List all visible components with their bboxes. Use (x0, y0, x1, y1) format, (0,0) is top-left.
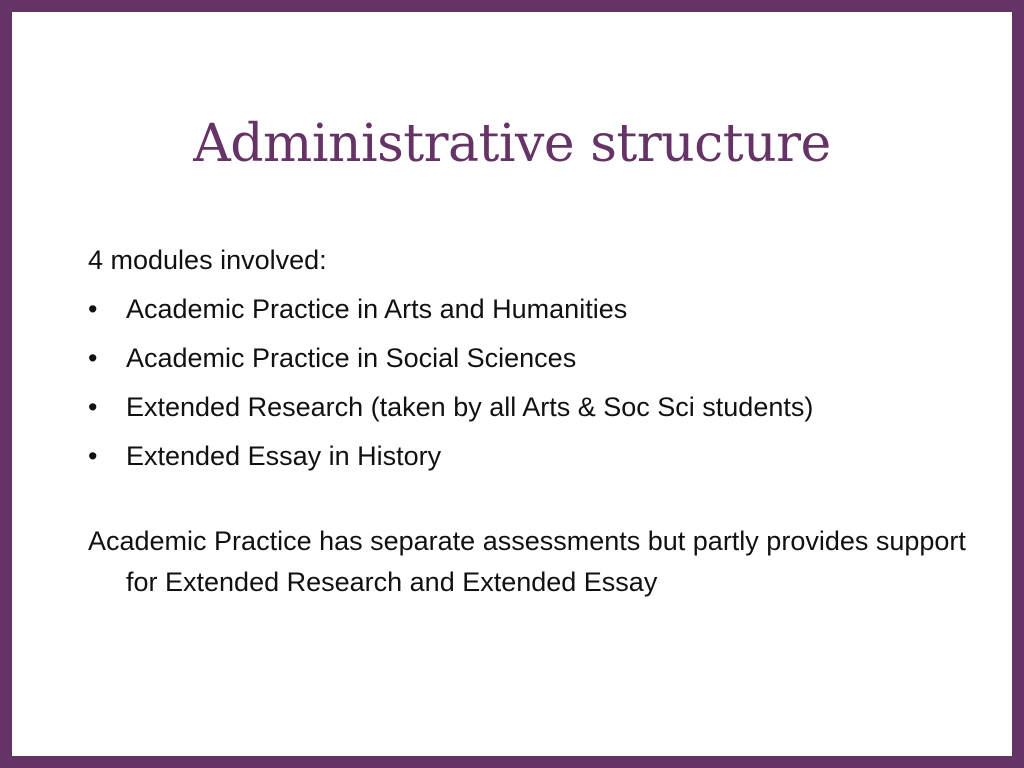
list-item (88, 285, 968, 334)
slide-content (88, 236, 968, 603)
slide-title: Administrative structure (193, 114, 831, 174)
list-item (88, 432, 968, 481)
bullet-icon: • (88, 343, 98, 373)
module-list (88, 285, 968, 481)
module-name: Academic Practice in Arts and Humanities (126, 294, 628, 324)
bullet-icon: • (88, 294, 98, 324)
assessment-note: Academic Practice has separate assessments but partly provides support for Extended Research and Extended Essay (88, 526, 966, 597)
bullet-icon: • (88, 441, 98, 471)
list-item (88, 383, 968, 432)
module-name: Extended Essay in History (126, 441, 442, 471)
module-name: Extended Research (taken by all Arts & Soc Sci students) (126, 392, 814, 422)
bullet-icon: • (88, 392, 98, 422)
module-name: Academic Practice in Social Sciences (126, 343, 577, 373)
modules-intro: 4 modules involved: (88, 245, 327, 275)
list-item (88, 334, 968, 383)
